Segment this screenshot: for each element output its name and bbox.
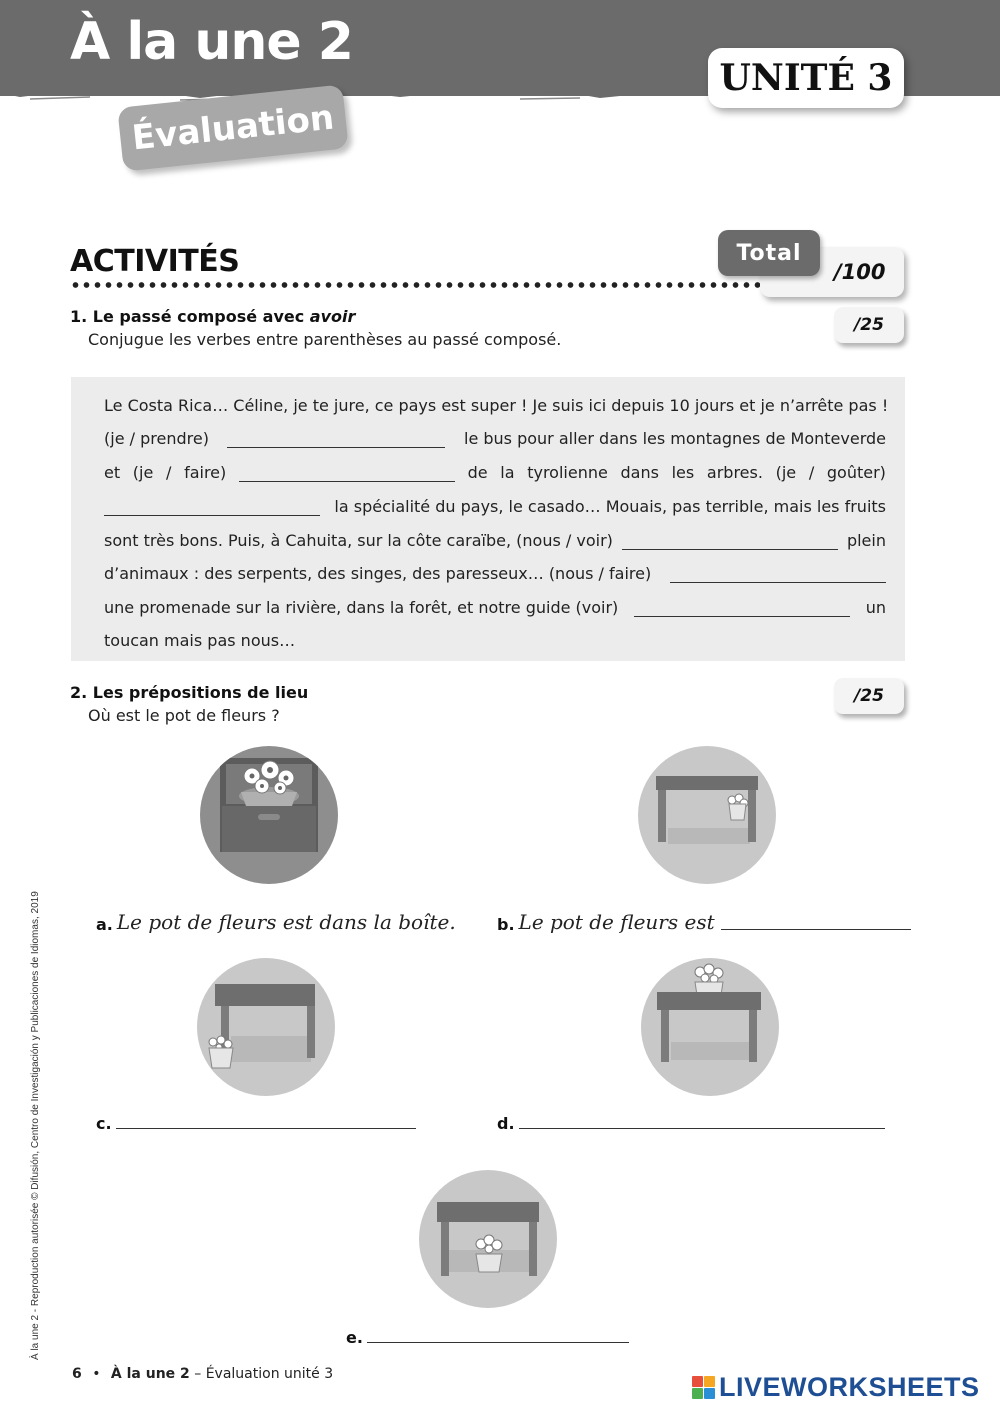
text-fragment: la spécialité du pays, le casado… Mouais, pas terrible, mais les fruits bbox=[334, 497, 886, 516]
box-illustration bbox=[200, 746, 338, 884]
word: faire) bbox=[184, 463, 227, 482]
answer-blank[interactable] bbox=[104, 515, 320, 516]
section-1-title-emph: avoir bbox=[309, 307, 356, 326]
liveworksheets-logo[interactable] bbox=[692, 1372, 980, 1403]
picture-b-pot-behind-table bbox=[638, 746, 776, 884]
answer-d bbox=[497, 1114, 885, 1133]
total-score: /100 bbox=[834, 260, 886, 284]
text-line-1: Le Costa Rica… Céline, je te jure, ce pays est super ! Je suis ici depuis 10 jours et je n’arrête pas ! bbox=[104, 396, 889, 415]
word: la bbox=[500, 463, 515, 482]
page-number: 6 bbox=[72, 1366, 82, 1382]
answer-e bbox=[346, 1328, 629, 1347]
section-2-score: /25 bbox=[834, 678, 904, 714]
picture-c-pot-beside-table bbox=[197, 958, 335, 1096]
text-fragment: plein bbox=[846, 531, 886, 550]
word: (je bbox=[775, 463, 797, 482]
section-1-score: /25 bbox=[834, 307, 904, 343]
evaluation-tag: Évaluation bbox=[117, 84, 348, 171]
answer-a-text: Le pot de fleurs est dans la boîte. bbox=[116, 910, 456, 934]
unit-badge: UNITÉ 3 bbox=[708, 48, 904, 108]
page-footer bbox=[72, 1366, 333, 1382]
word: les bbox=[671, 463, 695, 482]
text-line-6 bbox=[104, 564, 886, 583]
item-letter-e: e. bbox=[346, 1328, 363, 1347]
word: tyrolienne bbox=[527, 463, 608, 482]
item-letter-b: b. bbox=[497, 915, 515, 934]
text-fragment: le bus pour aller dans les montagnes de Monteverde bbox=[464, 429, 886, 448]
footer-bullet: • bbox=[92, 1366, 101, 1382]
answer-b-text: Le pot de fleurs est bbox=[518, 910, 715, 934]
text-line-5 bbox=[104, 531, 886, 550]
word: (je bbox=[132, 463, 154, 482]
verb-prompt: (je / prendre) bbox=[104, 429, 209, 448]
liveworksheets-icon bbox=[692, 1376, 715, 1399]
footer-book-title: À la une 2 bbox=[110, 1366, 190, 1382]
section-2-title: 2. Les prépositions de lieu bbox=[70, 683, 309, 702]
answer-c bbox=[96, 1114, 416, 1133]
exercise-text-box bbox=[71, 377, 905, 661]
item-letter-a: a. bbox=[96, 915, 113, 934]
section-2-instruction: Où est le pot de fleurs ? bbox=[88, 706, 280, 725]
word: et bbox=[104, 463, 121, 482]
text-fragment: un bbox=[865, 598, 886, 617]
text-line-8: toucan mais pas nous… bbox=[104, 631, 296, 650]
table-illustration bbox=[197, 958, 335, 1096]
answer-blank[interactable] bbox=[670, 582, 886, 583]
answer-a bbox=[96, 910, 456, 934]
word: arbres. bbox=[706, 463, 763, 482]
word: de bbox=[467, 463, 488, 482]
total-label: Total bbox=[718, 230, 820, 276]
answer-blank[interactable] bbox=[634, 616, 850, 617]
item-letter-c: c. bbox=[96, 1114, 112, 1133]
section-1-title bbox=[70, 307, 355, 326]
item-letter-d: d. bbox=[497, 1114, 515, 1133]
text-line-3 bbox=[104, 463, 886, 482]
footer-subtitle: – Évaluation unité 3 bbox=[189, 1366, 334, 1382]
text-line-7 bbox=[104, 598, 886, 617]
section-1-title-prefix: 1. Le passé composé avec bbox=[70, 307, 310, 326]
answer-blank[interactable] bbox=[622, 549, 838, 550]
text-fragment: une promenade sur la rivière, dans la forêt, et notre guide (voir) bbox=[104, 598, 619, 617]
word: dans bbox=[620, 463, 659, 482]
liveworksheets-wordmark: LIVEWORKSHEETS bbox=[719, 1372, 980, 1402]
table-illustration bbox=[638, 746, 776, 884]
word: / bbox=[166, 463, 172, 482]
answer-b bbox=[497, 910, 911, 934]
answer-b-blank[interactable] bbox=[721, 929, 911, 930]
picture-e-pot-under-table bbox=[419, 1170, 557, 1308]
table-illustration bbox=[641, 958, 779, 1096]
activities-heading: ACTIVITÉS bbox=[70, 244, 240, 279]
dotted-divider bbox=[70, 280, 790, 290]
answer-blank[interactable] bbox=[227, 447, 445, 448]
text-fragment: sont très bons. Puis, à Cahuita, sur la côte caraïbe, (nous / voir) bbox=[104, 531, 613, 550]
answer-e-blank[interactable] bbox=[367, 1342, 629, 1343]
answer-c-blank[interactable] bbox=[116, 1128, 416, 1129]
answer-blank[interactable] bbox=[239, 481, 455, 482]
picture-a-pot-in-box bbox=[200, 746, 338, 884]
table-illustration bbox=[419, 1170, 557, 1308]
word: goûter) bbox=[826, 463, 886, 482]
text-line-2 bbox=[104, 429, 886, 448]
text-line-4 bbox=[104, 497, 886, 516]
word: / bbox=[808, 463, 815, 482]
answer-d-blank[interactable] bbox=[519, 1128, 885, 1129]
copyright-credit: À la une 2 - Reproduction autorisée © Difusión, Centro de Investigación y Publicaciones de Idiomas, 2019 bbox=[30, 891, 41, 1360]
section-1-instruction: Conjugue les verbes entre parenthèses au passé composé. bbox=[88, 330, 562, 349]
picture-d-pot-on-table bbox=[641, 958, 779, 1096]
text-fragment: d’animaux : des serpents, des singes, des paresseux… (nous / faire) bbox=[104, 564, 652, 583]
book-title: À la une 2 bbox=[70, 12, 353, 72]
